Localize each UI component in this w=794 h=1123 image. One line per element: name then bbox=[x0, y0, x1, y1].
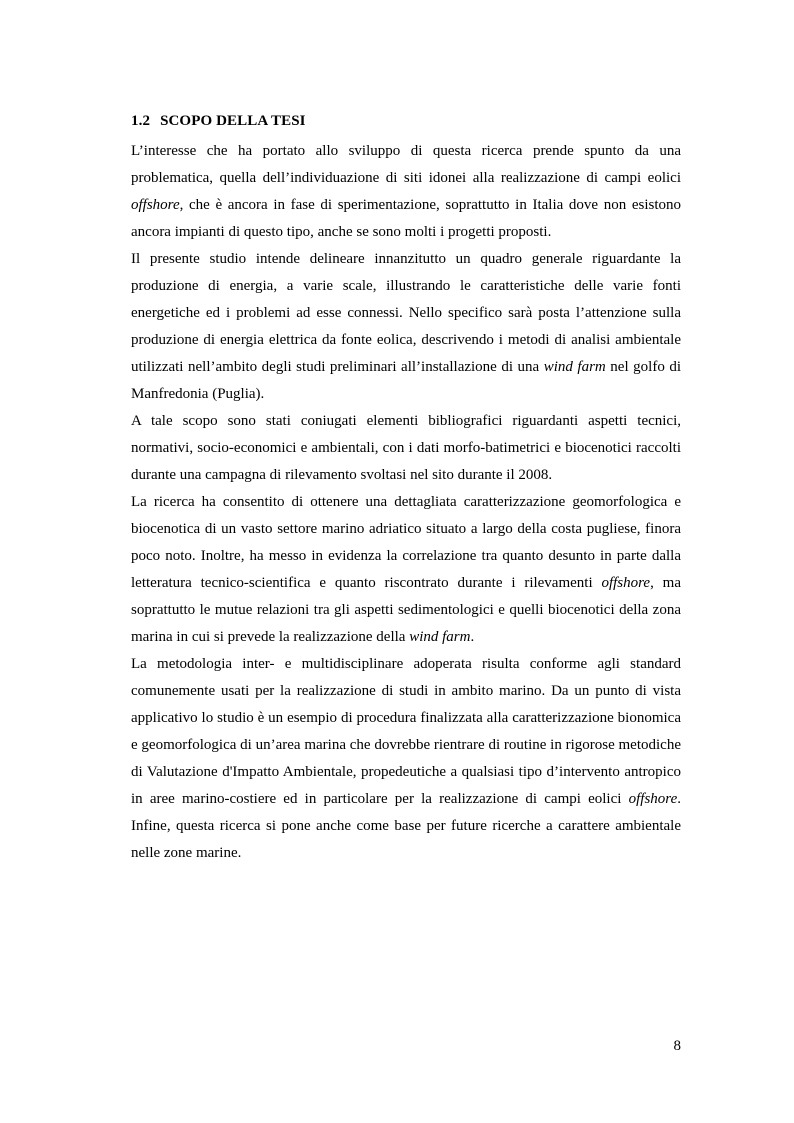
paragraph-4-text-e: . bbox=[470, 629, 475, 645]
page-number: 8 bbox=[673, 1038, 681, 1054]
paragraph-4-text-c: , ma soprattutto le mutue relazioni tra gli aspetti sedimentologici e quelli biocenotici della zona marina in cui si prevede la realizzazione della bbox=[131, 575, 682, 645]
body-text bbox=[131, 138, 681, 867]
section-heading bbox=[131, 113, 306, 130]
paragraph-5-italic-offshore: offshore bbox=[628, 791, 678, 807]
paragraph-3 bbox=[131, 408, 681, 489]
paragraph-5-text-c: . Infine, questa ricerca si pone anche come base per future ricerche a carattere ambientale nelle zone marine. bbox=[131, 791, 681, 861]
section-title: SCOPO DELLA TESI bbox=[160, 113, 306, 129]
paragraph-4-text-a: La ricerca ha consentito di ottenere una dettagliata caratterizzazione geomorfologica e biocenotica di un vasto settore marino adriatico situato a largo della costa pugliese, finora poco noto. Inoltre, ha messo in evidenza la correlazione tra quanto desunto in parte dalla letteratura tecnico-scientifica e quanto riscontrato durante i rilevamenti bbox=[131, 494, 681, 591]
paragraph-5-text-a: La metodologia inter- e multidisciplinare adoperata risulta conforme agli standard comunemente usati per la realizzazione di studi in ambito marino. Da un punto di vista applicativo lo studio è un esempio di procedura finalizzata alla caratterizzazione bionomica e geomorfologica di un’area marina che dovrebbe rientrare di routine in rigorose metodiche di Valutazione d'Impatto Ambientale, propedeutiche a qualsiasi tipo d’intervento antropico in aree marino-costiere ed in particolare per la realizzazione di campi eolici bbox=[131, 656, 681, 807]
paragraph-1-italic-offshore: offshore bbox=[131, 197, 180, 213]
paragraph-5 bbox=[131, 651, 681, 867]
paragraph-2-text-c: nel golfo di Manfredonia (Puglia). bbox=[131, 359, 682, 402]
section-number: 1.2 bbox=[131, 113, 151, 129]
paragraph-4-italic-offshore: offshore bbox=[601, 575, 651, 591]
paragraph-2-text-a: Il presente studio intende delineare innanzitutto un quadro generale riguardante la produzione di energia, a varie scale, illustrando le caratteristiche delle varie fonti energetiche ed i problemi ad esse connessi. Nello specifico sarà posta l’attenzione sulla produzione di energia elettrica da fonte eolica, descrivendo i metodi di analisi ambientale utilizzati nell’ambito degli studi preliminari all’installazione di una bbox=[131, 251, 681, 375]
paragraph-4 bbox=[131, 489, 681, 651]
paragraph-1 bbox=[131, 138, 681, 246]
paragraph-1-text-c: , che è ancora in fase di sperimentazione, soprattutto in Italia dove non esistono ancora impianti di questo tipo, anche se sono molti i progetti proposti. bbox=[131, 197, 681, 240]
paragraph-3-text: A tale scopo sono stati coniugati elementi bibliografici riguardanti aspetti tecnici, normativi, socio-economici e ambientali, con i dati morfo-batimetrici e biocenotici raccolti durante una campagna di rilevamento svoltasi nel sito durante il 2008. bbox=[131, 413, 681, 483]
paragraph-4-italic-wind-farm: wind farm bbox=[409, 629, 471, 645]
paragraph-2 bbox=[131, 246, 681, 408]
paragraph-1-text-a: L’interesse che ha portato allo sviluppo di questa ricerca prende spunto da una problematica, quella dell’individuazione di siti idonei alla realizzazione di campi eolici bbox=[131, 143, 681, 186]
paragraph-2-italic-wind-farm: wind farm bbox=[543, 359, 606, 375]
